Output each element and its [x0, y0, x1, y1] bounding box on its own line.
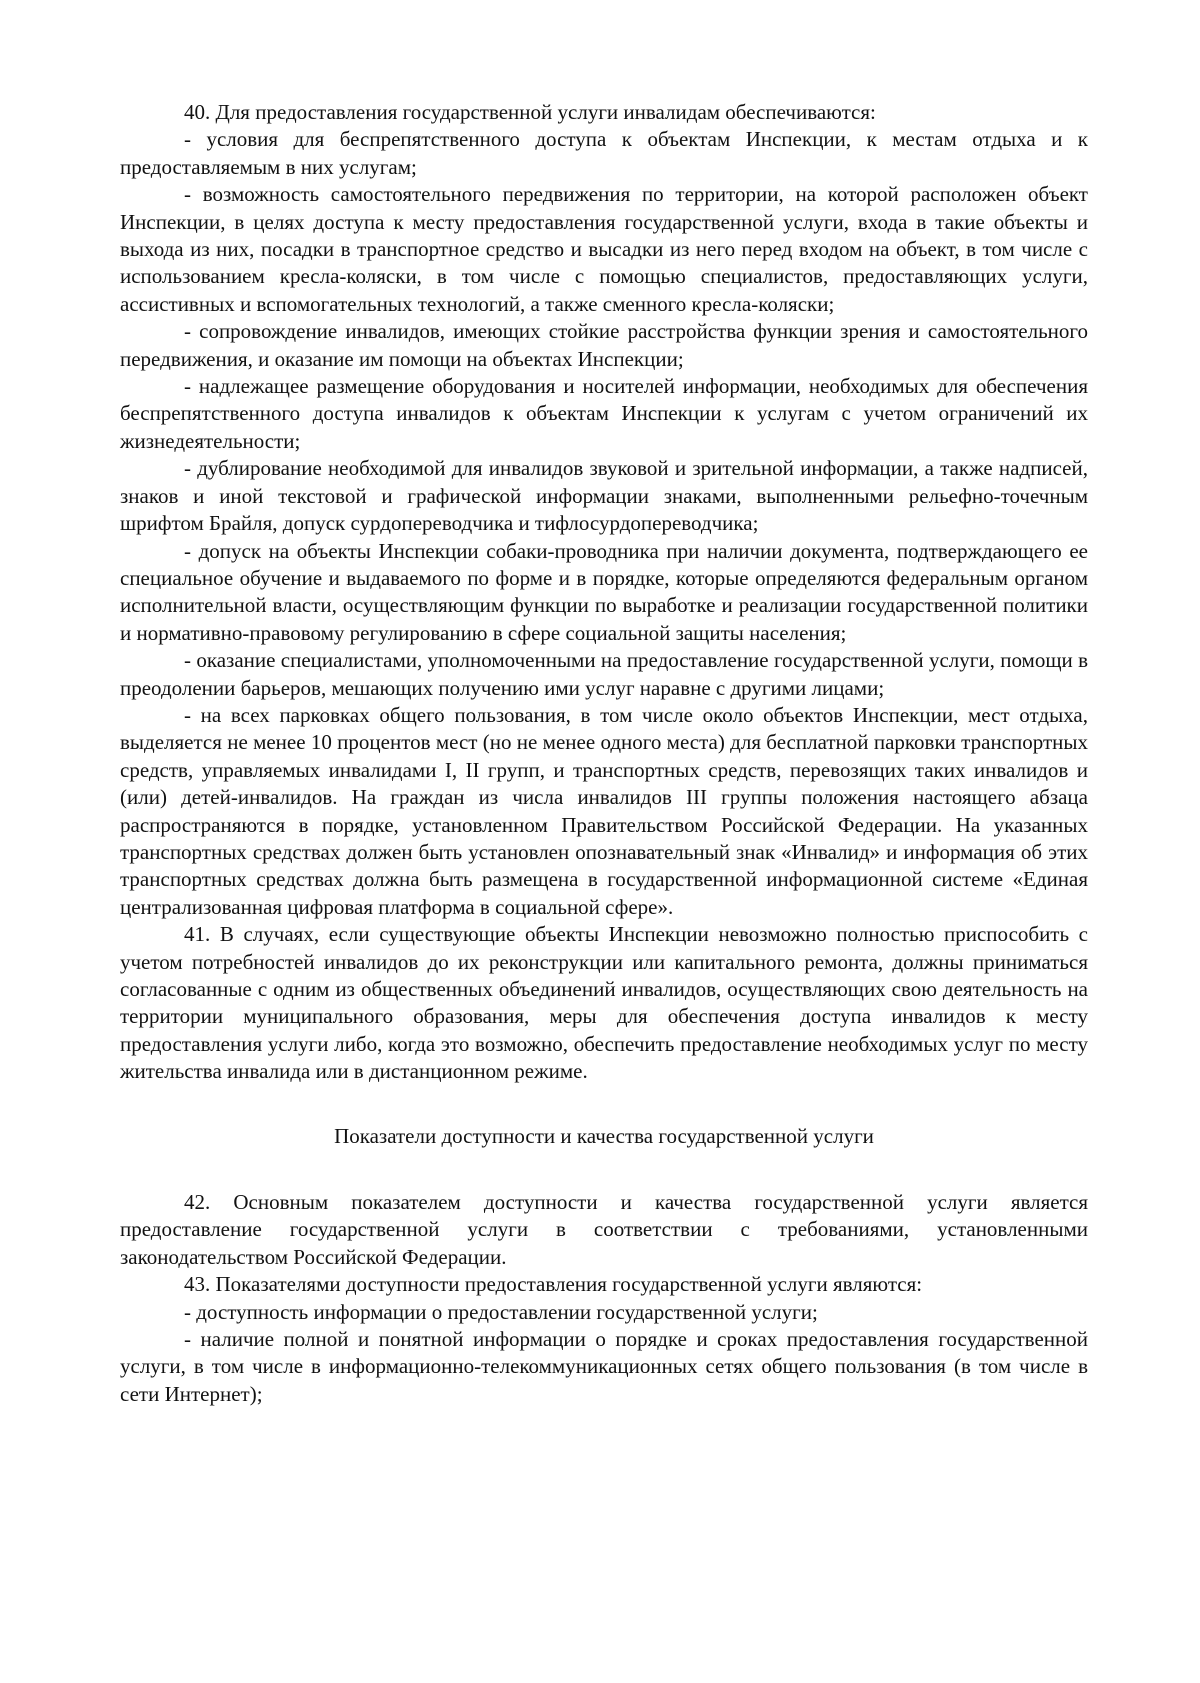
list-item-information-duplication: - дублирование необходимой для инвалидов звуковой и зрительной информации, а также надписей, знаков и иной текстовой и графической информации знаками, выполненными рельефно-точечным шрифтом Брайля, допуск сурдопереводчика и тифлосурдопереводчика;: [120, 456, 1088, 536]
list-item-guide-dog: - допуск на объекты Инспекции собаки-проводника при наличии документа, подтверждающего ее специальное обучение и выдаваемого по форме и в порядке, которые определяются федеральным органом исполнительной власти, осуществляющим функции по выработке и реализации государственной политики и нормативно-правовому регулированию в сфере социальной защиты населения;: [120, 538, 1088, 645]
paragraph-41: 41. В случаях, если существующие объекты Инспекции невозможно полностью приспособить с учетом потребностей инвалидов до их реконструкции или капитального ремонта, должны приниматься согласованные с одним из общественных объединений инвалидов, осуществляющих свою деятельность на территории муниципального образования, меры для обеспечения доступа инвалидов к месту предоставления услуги либо, когда это возможно, обеспечить предоставление необходимых услуг по месту жительства инвалида или в дистанционном режиме.: [120, 922, 1088, 1084]
paragraph-43: 43. Показателями доступности предоставления государственной услуги являются:: [184, 1272, 923, 1297]
paragraph-42: 42. Основным показателем доступности и качества государственной услуги является предоставление государственной услуги в соответствии с требованиями, установленными законодательством Российской Федерации.: [120, 1190, 1088, 1269]
list-item-equipment-placement: - надлежащее размещение оборудования и носителей информации, необходимых для обеспечения беспрепятственного доступа инвалидов к объектам Инспекции к услугам с учетом ограничений их жизнедеятельности;: [120, 374, 1088, 453]
paragraph-40: 40. Для предоставления государственной услуги инвалидам обеспечиваются:: [184, 100, 876, 124]
list-item-information-availability: - доступность информации о предоставлении государственной услуги;: [184, 1299, 818, 1324]
list-item-parking: - на всех парковках общего пользования, в том числе около объектов Инспекции, мест отдыха, выделяется не менее 10 процентов мест (но не менее одного места) для бесплатной парковки транспортных средств, управляемых инвалидами I, II групп, и транспортных средств, перевозящих таких инвалидов и (или) детей-инвалидов. На граждан из числа инвалидов III группы положения настоящего абзаца распространяются в порядке, установленном Правительством Российской Федерации. На указанных транспортных средствах должен быть установлен опознавательный знак «Инвалид» и информация об этих транспортных средствах должна быть размещена в государственной информационной системе «Единая централизованная цифровая платформа в социальной сфере».: [120, 702, 1088, 919]
list-item-complete-information: - наличие полной и понятной информации о порядке и сроках предоставления государственной услуги, в том числе в информационно-телекоммуникационных сетях общего пользования (в том числе в сети Интернет);: [120, 1327, 1088, 1406]
list-item-independent-movement: - возможность самостоятельного передвижения по территории, на которой расположен объект Инспекции, в целях доступа к месту предоставления государственной услуги, входа в такие объекты и выхода из них, посадки в транспортное средство и высадки из него перед входом на объект, в том числе с использованием кресла-коляски, в том числе с помощью специалистов, предоставляющих услуги, ассистивных и вспомогательных технологий, а также сменного кресла-коляски;: [120, 182, 1088, 316]
section-heading: Показатели доступности и качества государственной услуги: [334, 1123, 874, 1148]
document-page: [120, 99, 1088, 1408]
list-item-specialist-assistance: - оказание специалистами, уполномоченными на предоставление государственной услуги, помощи в преодолении барьеров, мешающих получению ими услуг наравне с другими лицами;: [120, 648, 1088, 700]
list-item-escort: - сопровождение инвалидов, имеющих стойкие расстройства функции зрения и самостоятельного передвижения, и оказание им помощи на объектах Инспекции;: [120, 319, 1088, 371]
list-item-access-conditions: - условия для беспрепятственного доступа к объектам Инспекции, к местам отдыха и к предоставляемым в них услугам;: [120, 127, 1088, 179]
